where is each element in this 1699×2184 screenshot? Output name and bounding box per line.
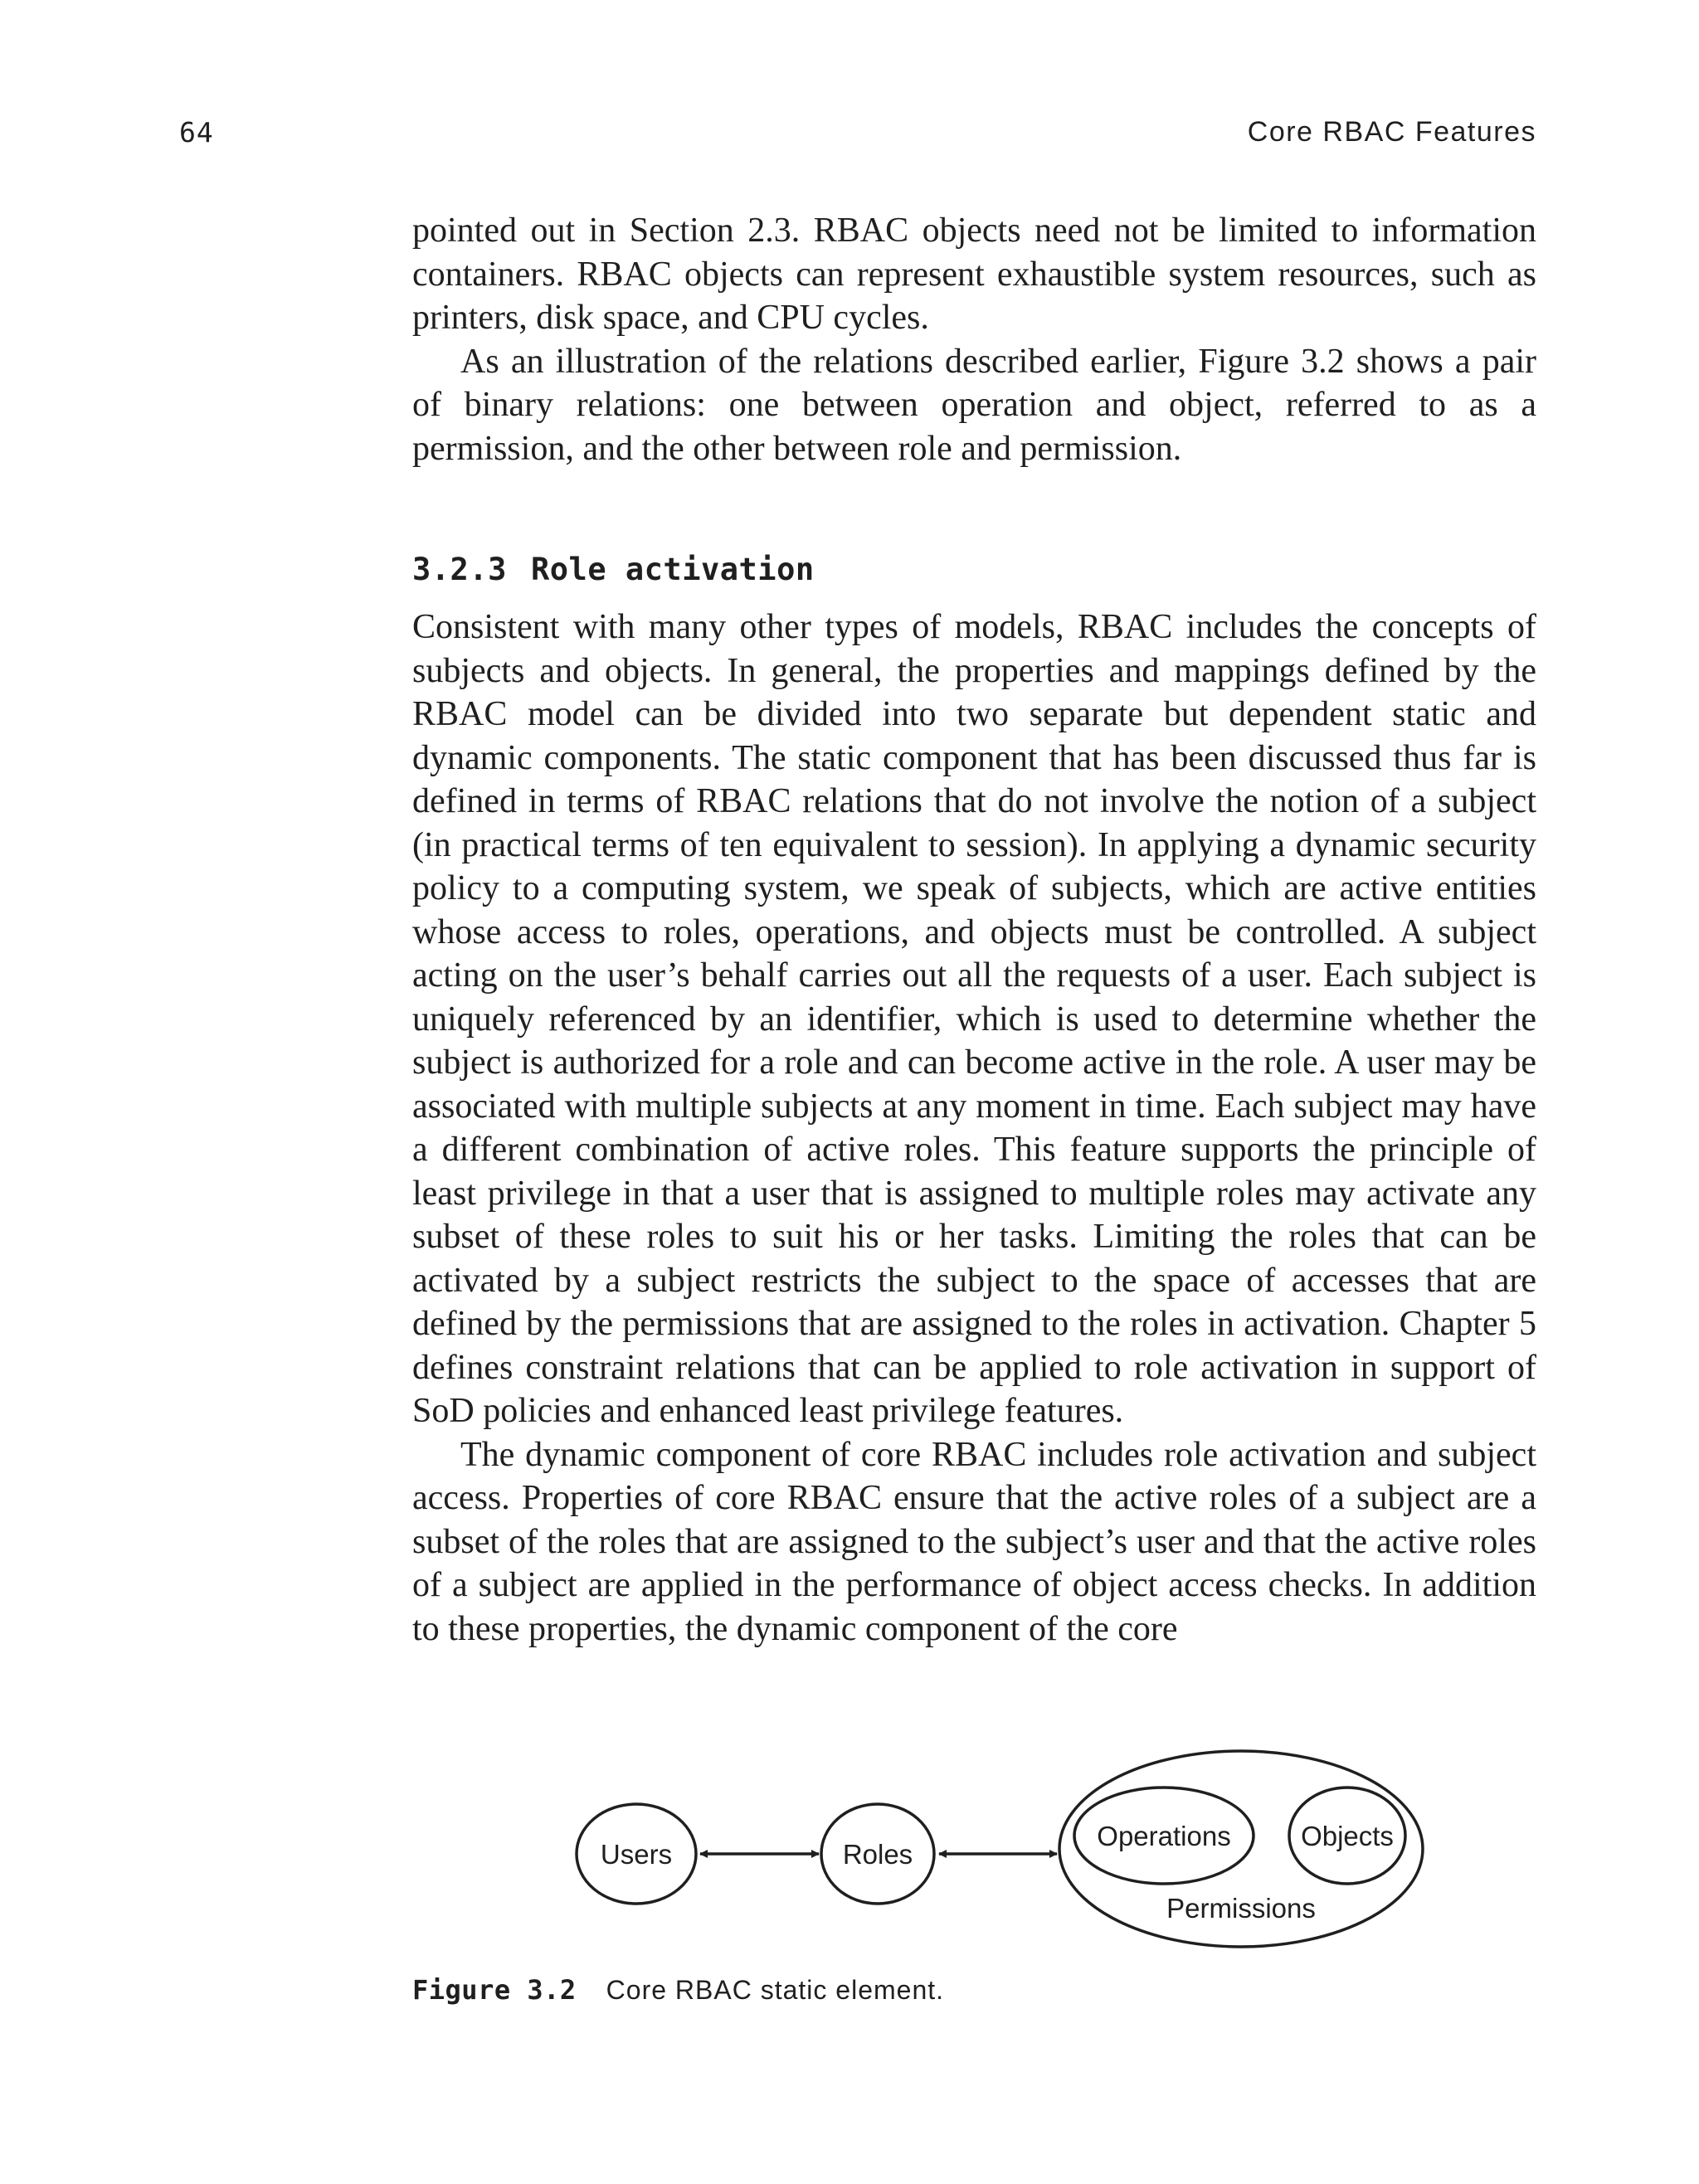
roles-node [821, 1804, 934, 1904]
figure-caption-label: Figure 3.2 [412, 1974, 577, 2006]
figure-caption [412, 1974, 944, 2006]
running-head [179, 116, 1536, 158]
section-title: Role activation [531, 552, 815, 587]
figure-diagram [572, 1746, 1439, 1962]
section-paragraph-2: The dynamic component of core RBAC includes role activation and subject access. Properties of core RBAC ensure that the active roles of a subject are a subset of the roles that are assigned to the subject’s user and that the active roles of a subject are applied in the performance of object access checks. In addition to these properties, the dynamic component of the core [412, 1435, 1536, 1648]
permissions-label: Permissions [1166, 1893, 1316, 1924]
users-label: Users [600, 1839, 673, 1870]
section-number: 3.2.3 [412, 552, 507, 587]
objects-label: Objects [1301, 1821, 1394, 1851]
paragraph-continuation: pointed out in Section 2.3. RBAC objects need not be limited to information containers. RBAC objects can represent exhaustible system resources, such as printers, disk space, and CPU cycles. [412, 212, 1536, 337]
operations-label: Operations [1097, 1821, 1231, 1851]
permissions-node [1059, 1751, 1423, 1947]
section-body [412, 606, 1536, 1651]
paragraph-figure-intro: As an illustration of the relations described earlier, Figure 3.2 shows a pair of binary relations: one between operation and object, referred to as a permission, and the other between role and permission. [412, 342, 1536, 468]
running-chapter-title: Core RBAC Features [1247, 116, 1536, 148]
page-number: 64 [179, 116, 214, 148]
body-text-top [412, 209, 1536, 470]
section-heading [412, 552, 1536, 587]
roles-label: Roles [842, 1839, 913, 1870]
figure-caption-text: Core RBAC static element. [606, 1975, 945, 2005]
section-paragraph-1: Consistent with many other types of models, RBAC includes the concepts of subjects and objects. In general, the properties and mappings defined by the RBAC model can be divided into two separate but dependent static and dynamic components. The static component that has been discussed thus far is defined in terms of RBAC relations that do not involve the notion of a subject (in practical terms of ten equivalent to session). In applying a dynamic security policy to a computing system, we speak of subjects, which are active entities whose access to roles, operations, and objects must be controlled. A subject acting on the user’s behalf carries out all the requests of a user. Each subject is uniquely referenced by an identifier, which is used to determine whether the subject is authorized for a role and can become active in the role. A user may be associated with multiple subjects at any moment in time. Each subject may have a different combination of active roles. This feature supports the principle of least privilege in that a user that is assigned to multiple roles may activate any subset of these roles to suit his or her tasks. Limiting the roles that can be activated by a subject restricts the subject to the space of accesses that are defined by the permissions that are assigned to the roles in activation. Chapter 5 defines constraint relations that can be applied to role activation in support of SoD policies and enhanced least privilege features. [412, 608, 1536, 1430]
users-node [577, 1804, 696, 1904]
rbac-diagram-svg [572, 1746, 1439, 1962]
